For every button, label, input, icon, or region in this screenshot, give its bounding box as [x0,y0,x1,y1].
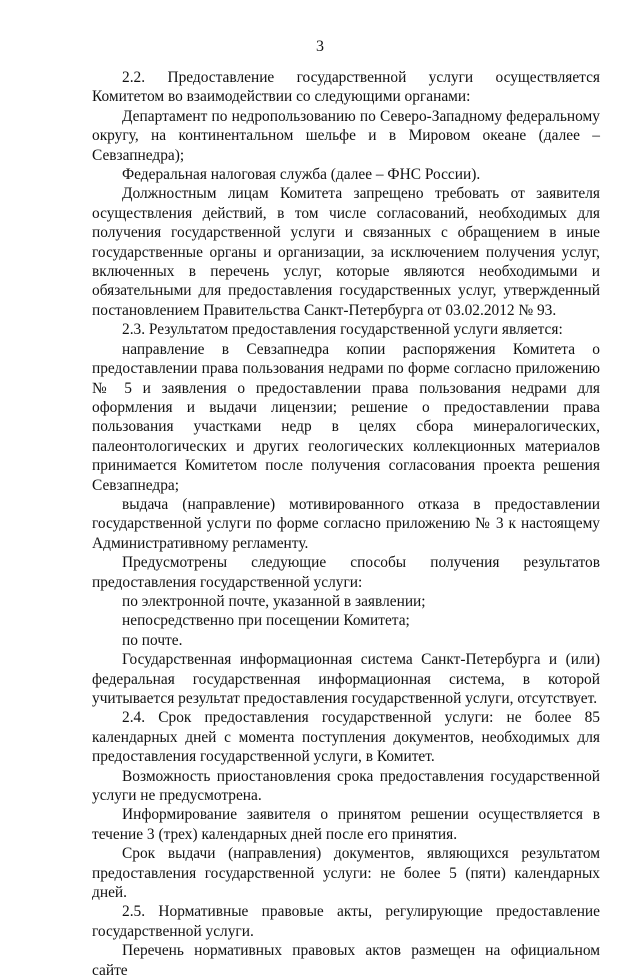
paragraph-result-direction: направление в Севзапнедра копии распоряжения Комитета о предоставлении права пользования недрами по форме согласно приложению № 5 и заявления о предоставлении права пользования недрами для оформления и выдачи лицензии; решение о предоставлении права пользования участками недр в целях сбора минералогических, палеонтологических и других геологических коллекционных материалов принимается Комитетом после получения согласования проекта решения Севзапнедра; [92,340,600,494]
paragraph-issue-term: Срок выдачи (направления) документов, являющихся результатом предоставления государственной услуги: не более 5 (пяти) календарных дней. [92,845,600,902]
paragraph-methods: Предусмотрены следующие способы получения результатов предоставления государственной услуги: [92,554,600,591]
paragraph-result-refusal: выдача (направление) мотивированного отказа в предоставлении государственной услуги по форме согласно приложению № 3 к настоящему Административному регламенту. [92,495,600,552]
paragraph-suspension: Возможность приостановления срока предоставления государственной услуги не предусмотрена. [92,767,600,805]
list-item-post: по почте. [122,631,183,649]
paragraph-2-4: 2.4. Срок предоставления государственной услуги: не более 85 календарных дней с момента поступления документов, необходимых для предоставления государственной услуги, в Комитет. [92,709,600,766]
paragraph-fns: Федеральная налоговая служба (далее – ФНС России). [122,166,481,184]
paragraph-info-system: Государственная информационная система Санкт-Петербурга и (или) федеральная государственная информационная система, в которой учитывается результат предоставления государственной услуги, отсутствует. [92,651,600,707]
paragraph-sevzapnedra: Департамент по недропользованию по Северо-Западному федеральному округу, на континентальном шельфе и в Мировом океане (далее – Севзапнедра); [92,107,600,164]
paragraph-2-5: 2.5. Нормативные правовые акты, регулирующие предоставление государственной услуги. [92,903,600,940]
list-item-email: по электронной почте, указанной в заявлении; [122,592,426,610]
document-body [92,68,600,980]
list-item-visit: непосредственно при посещении Комитета; [122,612,410,630]
paragraph-prohibition: Должностным лицам Комитета запрещено требовать от заявителя осуществления действий, в том числе согласований, необходимых для получения государственной услуги и связанных с обращением в иные государственные органы и организации, за исключением получения услуг, включенных в перечень услуг, которые являются необходимыми и обязательными для предоставления государственных услуг, утвержденный постановлением Правительства Санкт-Петербурга от 03.02.2012 № 93. [92,185,600,319]
paragraph-2-2: 2.2. Предоставление государственной услуги осуществляется Комитетом во взаимодействии со следующими органами: [92,69,600,106]
paragraph-2-3: 2.3. Результатом предоставления государственной услуги является: [122,321,563,339]
page-number: 3 [316,38,324,55]
paragraph-informing: Информирование заявителя о принятом решении осуществляется в течение 3 (трех) календарных дней после его принятия. [92,806,600,843]
paragraph-acts-list: Перечень нормативных правовых актов размещен на официальном сайте [92,942,600,979]
